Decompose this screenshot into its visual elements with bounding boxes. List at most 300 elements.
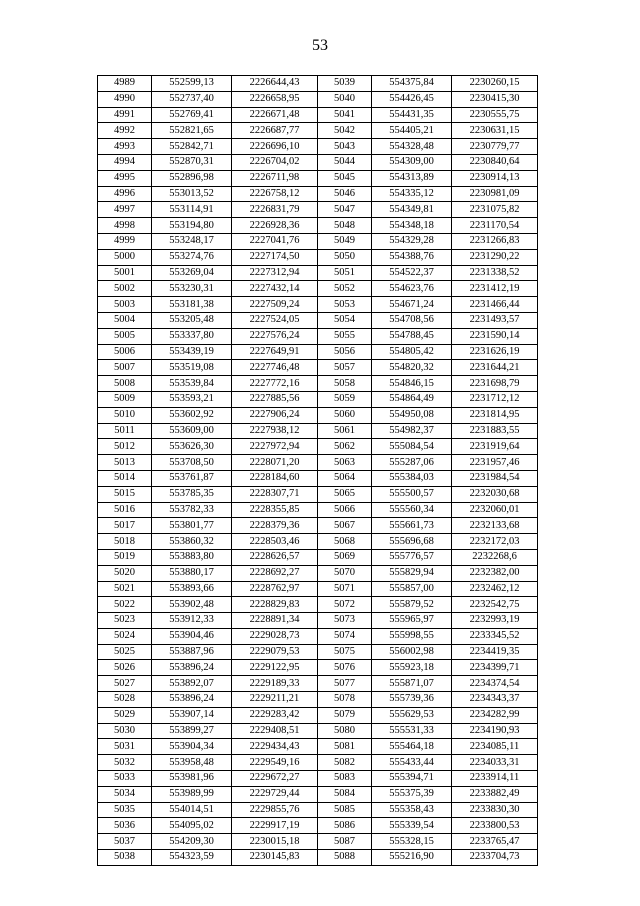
table-row	[98, 581, 538, 597]
x-coordinate-cell: 555661,73	[372, 518, 452, 534]
table-row	[98, 297, 538, 313]
y-coordinate-cell: 2227576,24	[232, 328, 318, 344]
y-coordinate-cell: 2228503,46	[232, 534, 318, 550]
y-coordinate-cell: 2229855,76	[232, 802, 318, 818]
y-coordinate-cell: 2234399,71	[452, 660, 538, 676]
y-coordinate-cell: 2226644,43	[232, 76, 318, 92]
point-number-cell: 5009	[98, 391, 152, 407]
y-coordinate-cell: 2231338,52	[452, 265, 538, 281]
y-coordinate-cell: 2229079,53	[232, 644, 318, 660]
table-row	[98, 518, 538, 534]
x-coordinate-cell: 552842,71	[152, 139, 232, 155]
x-coordinate-cell: 555394,71	[372, 771, 452, 787]
point-number-cell: 5027	[98, 676, 152, 692]
y-coordinate-cell: 2231957,46	[452, 455, 538, 471]
table-row	[98, 644, 538, 660]
x-coordinate-cell: 553907,14	[152, 707, 232, 723]
point-number-cell: 5077	[318, 676, 372, 692]
point-number-cell: 5019	[98, 549, 152, 565]
x-coordinate-cell: 555464,18	[372, 739, 452, 755]
x-coordinate-cell: 553896,24	[152, 660, 232, 676]
point-number-cell: 4995	[98, 170, 152, 186]
y-coordinate-cell: 2227524,05	[232, 312, 318, 328]
table-row	[98, 439, 538, 455]
x-coordinate-cell: 554329,28	[372, 233, 452, 249]
x-coordinate-cell: 553801,77	[152, 518, 232, 534]
point-number-cell: 5001	[98, 265, 152, 281]
y-coordinate-cell: 2231712,12	[452, 391, 538, 407]
table-row	[98, 170, 538, 186]
y-coordinate-cell: 2229122,95	[232, 660, 318, 676]
table-row	[98, 850, 538, 866]
table-row	[98, 107, 538, 123]
point-number-cell: 5066	[318, 502, 372, 518]
point-number-cell: 5053	[318, 297, 372, 313]
x-coordinate-cell: 555500,57	[372, 486, 452, 502]
y-coordinate-cell: 2230914,13	[452, 170, 538, 186]
table-row	[98, 771, 538, 787]
y-coordinate-cell: 2227972,94	[232, 439, 318, 455]
point-number-cell: 5023	[98, 613, 152, 629]
point-number-cell: 5078	[318, 692, 372, 708]
y-coordinate-cell: 2227906,24	[232, 407, 318, 423]
x-coordinate-cell: 555358,43	[372, 802, 452, 818]
x-coordinate-cell: 553626,30	[152, 439, 232, 455]
x-coordinate-cell: 553761,87	[152, 470, 232, 486]
point-number-cell: 5018	[98, 534, 152, 550]
y-coordinate-cell: 2226928,36	[232, 218, 318, 234]
table-row	[98, 265, 538, 281]
x-coordinate-cell: 554671,24	[372, 297, 452, 313]
y-coordinate-cell: 2231170,54	[452, 218, 538, 234]
table-row	[98, 802, 538, 818]
y-coordinate-cell: 2228692,27	[232, 565, 318, 581]
y-coordinate-cell: 2232542,75	[452, 597, 538, 613]
point-number-cell: 5008	[98, 376, 152, 392]
table-row	[98, 376, 538, 392]
y-coordinate-cell: 2233830,30	[452, 802, 538, 818]
x-coordinate-cell: 553785,35	[152, 486, 232, 502]
table-row	[98, 565, 538, 581]
point-number-cell: 5087	[318, 834, 372, 850]
x-coordinate-cell: 555384,03	[372, 470, 452, 486]
y-coordinate-cell: 2234343,37	[452, 692, 538, 708]
y-coordinate-cell: 2232060,01	[452, 502, 538, 518]
point-number-cell: 5005	[98, 328, 152, 344]
point-number-cell: 5021	[98, 581, 152, 597]
y-coordinate-cell: 2229434,43	[232, 739, 318, 755]
x-coordinate-cell: 553958,48	[152, 755, 232, 771]
point-number-cell: 5032	[98, 755, 152, 771]
y-coordinate-cell: 2232993,19	[452, 613, 538, 629]
x-coordinate-cell: 555776,57	[372, 549, 452, 565]
x-coordinate-cell: 555328,15	[372, 834, 452, 850]
table-row	[98, 628, 538, 644]
point-number-cell: 5020	[98, 565, 152, 581]
point-number-cell: 5024	[98, 628, 152, 644]
x-coordinate-cell: 554309,00	[372, 154, 452, 170]
y-coordinate-cell: 2233704,73	[452, 850, 538, 866]
x-coordinate-cell: 554348,18	[372, 218, 452, 234]
y-coordinate-cell: 2231644,21	[452, 360, 538, 376]
point-number-cell: 5007	[98, 360, 152, 376]
x-coordinate-cell: 553887,96	[152, 644, 232, 660]
x-coordinate-cell: 556002,98	[372, 644, 452, 660]
y-coordinate-cell: 2231698,79	[452, 376, 538, 392]
point-number-cell: 5056	[318, 344, 372, 360]
x-coordinate-cell: 553912,33	[152, 613, 232, 629]
y-coordinate-cell: 2226711,98	[232, 170, 318, 186]
x-coordinate-cell: 555739,36	[372, 692, 452, 708]
table-row	[98, 786, 538, 802]
y-coordinate-cell: 2226658,95	[232, 91, 318, 107]
y-coordinate-cell: 2229283,42	[232, 707, 318, 723]
x-coordinate-cell: 552870,31	[152, 154, 232, 170]
table-row	[98, 534, 538, 550]
point-number-cell: 5006	[98, 344, 152, 360]
y-coordinate-cell: 2230840,64	[452, 154, 538, 170]
point-number-cell: 5076	[318, 660, 372, 676]
point-number-cell: 5067	[318, 518, 372, 534]
y-coordinate-cell: 2227649,91	[232, 344, 318, 360]
y-coordinate-cell: 2231919,64	[452, 439, 538, 455]
x-coordinate-cell: 553602,92	[152, 407, 232, 423]
y-coordinate-cell: 2226704,02	[232, 154, 318, 170]
x-coordinate-cell: 554864,49	[372, 391, 452, 407]
y-coordinate-cell: 2228355,85	[232, 502, 318, 518]
x-coordinate-cell: 555560,34	[372, 502, 452, 518]
point-number-cell: 5052	[318, 281, 372, 297]
x-coordinate-cell: 554405,21	[372, 123, 452, 139]
point-number-cell: 4996	[98, 186, 152, 202]
point-number-cell: 4990	[98, 91, 152, 107]
x-coordinate-cell: 553269,04	[152, 265, 232, 281]
x-coordinate-cell: 553248,17	[152, 233, 232, 249]
x-coordinate-cell: 555287,06	[372, 455, 452, 471]
x-coordinate-cell: 552769,41	[152, 107, 232, 123]
y-coordinate-cell: 2234085,11	[452, 739, 538, 755]
x-coordinate-cell: 553114,91	[152, 202, 232, 218]
table-row	[98, 312, 538, 328]
y-coordinate-cell: 2228829,83	[232, 597, 318, 613]
point-number-cell: 5035	[98, 802, 152, 818]
y-coordinate-cell: 2227174,50	[232, 249, 318, 265]
x-coordinate-cell: 554805,42	[372, 344, 452, 360]
x-coordinate-cell: 554209,30	[152, 834, 232, 850]
x-coordinate-cell: 553902,48	[152, 597, 232, 613]
point-number-cell: 5055	[318, 328, 372, 344]
x-coordinate-cell: 554095,02	[152, 818, 232, 834]
x-coordinate-cell: 553181,38	[152, 297, 232, 313]
point-number-cell: 5069	[318, 549, 372, 565]
x-coordinate-cell: 552821,65	[152, 123, 232, 139]
point-number-cell: 5028	[98, 692, 152, 708]
point-number-cell: 5002	[98, 281, 152, 297]
point-number-cell: 5079	[318, 707, 372, 723]
table-row	[98, 549, 538, 565]
point-number-cell: 5073	[318, 613, 372, 629]
table-row	[98, 202, 538, 218]
coordinates-table-body	[98, 76, 538, 866]
table-row	[98, 723, 538, 739]
x-coordinate-cell: 555433,44	[372, 755, 452, 771]
x-coordinate-cell: 553883,80	[152, 549, 232, 565]
point-number-cell: 5064	[318, 470, 372, 486]
y-coordinate-cell: 2229189,33	[232, 676, 318, 692]
x-coordinate-cell: 553593,21	[152, 391, 232, 407]
x-coordinate-cell: 555871,07	[372, 676, 452, 692]
table-row	[98, 91, 538, 107]
point-number-cell: 4989	[98, 76, 152, 92]
x-coordinate-cell: 553194,80	[152, 218, 232, 234]
y-coordinate-cell: 2227509,24	[232, 297, 318, 313]
x-coordinate-cell: 553274,76	[152, 249, 232, 265]
x-coordinate-cell: 553904,34	[152, 739, 232, 755]
point-number-cell: 5084	[318, 786, 372, 802]
x-coordinate-cell: 555084,54	[372, 439, 452, 455]
point-number-cell: 5043	[318, 139, 372, 155]
x-coordinate-cell: 555375,39	[372, 786, 452, 802]
y-coordinate-cell: 2229672,27	[232, 771, 318, 787]
table-row	[98, 233, 538, 249]
x-coordinate-cell: 555216,90	[372, 850, 452, 866]
x-coordinate-cell: 554982,37	[372, 423, 452, 439]
y-coordinate-cell: 2230981,09	[452, 186, 538, 202]
point-number-cell: 5083	[318, 771, 372, 787]
table-row	[98, 470, 538, 486]
x-coordinate-cell: 555531,33	[372, 723, 452, 739]
table-row	[98, 391, 538, 407]
point-number-cell: 5060	[318, 407, 372, 423]
y-coordinate-cell: 2230015,18	[232, 834, 318, 850]
point-number-cell: 5042	[318, 123, 372, 139]
y-coordinate-cell: 2234190,93	[452, 723, 538, 739]
x-coordinate-cell: 553782,33	[152, 502, 232, 518]
x-coordinate-cell: 555339,54	[372, 818, 452, 834]
y-coordinate-cell: 2231266,83	[452, 233, 538, 249]
table-row	[98, 597, 538, 613]
point-number-cell: 5059	[318, 391, 372, 407]
x-coordinate-cell: 555829,94	[372, 565, 452, 581]
point-number-cell: 5003	[98, 297, 152, 313]
y-coordinate-cell: 2229917,19	[232, 818, 318, 834]
table-row	[98, 660, 538, 676]
point-number-cell: 5074	[318, 628, 372, 644]
point-number-cell: 5088	[318, 850, 372, 866]
point-number-cell: 5037	[98, 834, 152, 850]
point-number-cell: 5031	[98, 739, 152, 755]
y-coordinate-cell: 2234282,99	[452, 707, 538, 723]
table-row	[98, 818, 538, 834]
x-coordinate-cell: 555629,53	[372, 707, 452, 723]
x-coordinate-cell: 553013,52	[152, 186, 232, 202]
table-row	[98, 186, 538, 202]
x-coordinate-cell: 554426,45	[372, 91, 452, 107]
x-coordinate-cell: 554349,81	[372, 202, 452, 218]
y-coordinate-cell: 2226696,10	[232, 139, 318, 155]
point-number-cell: 5057	[318, 360, 372, 376]
point-number-cell: 5029	[98, 707, 152, 723]
table-row	[98, 676, 538, 692]
point-number-cell: 5015	[98, 486, 152, 502]
x-coordinate-cell: 554375,84	[372, 76, 452, 92]
table-row	[98, 281, 538, 297]
table-row	[98, 123, 538, 139]
y-coordinate-cell: 2227041,76	[232, 233, 318, 249]
x-coordinate-cell: 554014,51	[152, 802, 232, 818]
point-number-cell: 5036	[98, 818, 152, 834]
y-coordinate-cell: 2231290,22	[452, 249, 538, 265]
x-coordinate-cell: 553892,07	[152, 676, 232, 692]
x-coordinate-cell: 554708,56	[372, 312, 452, 328]
table-row	[98, 139, 538, 155]
point-number-cell: 5048	[318, 218, 372, 234]
point-number-cell: 5075	[318, 644, 372, 660]
table-row	[98, 423, 538, 439]
x-coordinate-cell: 554846,15	[372, 376, 452, 392]
x-coordinate-cell: 553519,08	[152, 360, 232, 376]
point-number-cell: 4994	[98, 154, 152, 170]
x-coordinate-cell: 553708,50	[152, 455, 232, 471]
x-coordinate-cell: 554335,12	[372, 186, 452, 202]
y-coordinate-cell: 2227772,16	[232, 376, 318, 392]
y-coordinate-cell: 2233882,49	[452, 786, 538, 802]
y-coordinate-cell: 2230260,15	[452, 76, 538, 92]
y-coordinate-cell: 2226687,77	[232, 123, 318, 139]
y-coordinate-cell: 2233345,52	[452, 628, 538, 644]
x-coordinate-cell: 553880,17	[152, 565, 232, 581]
y-coordinate-cell: 2227432,14	[232, 281, 318, 297]
x-coordinate-cell: 554950,08	[372, 407, 452, 423]
y-coordinate-cell: 2232382,00	[452, 565, 538, 581]
point-number-cell: 5054	[318, 312, 372, 328]
y-coordinate-cell: 2229549,16	[232, 755, 318, 771]
point-number-cell: 5082	[318, 755, 372, 771]
point-number-cell: 5039	[318, 76, 372, 92]
y-coordinate-cell: 2226671,48	[232, 107, 318, 123]
x-coordinate-cell: 553899,27	[152, 723, 232, 739]
y-coordinate-cell: 2231590,14	[452, 328, 538, 344]
x-coordinate-cell: 554388,76	[372, 249, 452, 265]
point-number-cell: 5058	[318, 376, 372, 392]
y-coordinate-cell: 2229729,44	[232, 786, 318, 802]
y-coordinate-cell: 2231984,54	[452, 470, 538, 486]
table-row	[98, 755, 538, 771]
x-coordinate-cell: 553904,46	[152, 628, 232, 644]
y-coordinate-cell: 2232172,03	[452, 534, 538, 550]
y-coordinate-cell: 2230631,15	[452, 123, 538, 139]
point-number-cell: 5047	[318, 202, 372, 218]
x-coordinate-cell: 553989,99	[152, 786, 232, 802]
y-coordinate-cell: 2228891,34	[232, 613, 318, 629]
x-coordinate-cell: 553205,48	[152, 312, 232, 328]
point-number-cell: 5041	[318, 107, 372, 123]
point-number-cell: 5062	[318, 439, 372, 455]
x-coordinate-cell: 553893,66	[152, 581, 232, 597]
point-number-cell: 5070	[318, 565, 372, 581]
table-row	[98, 344, 538, 360]
point-number-cell: 4997	[98, 202, 152, 218]
y-coordinate-cell: 2227746,48	[232, 360, 318, 376]
point-number-cell: 5049	[318, 233, 372, 249]
x-coordinate-cell: 555998,55	[372, 628, 452, 644]
table-row	[98, 707, 538, 723]
table-row	[98, 502, 538, 518]
y-coordinate-cell: 2229211,21	[232, 692, 318, 708]
point-number-cell: 4999	[98, 233, 152, 249]
y-coordinate-cell: 2227312,94	[232, 265, 318, 281]
point-number-cell: 5013	[98, 455, 152, 471]
y-coordinate-cell: 2230145,83	[232, 850, 318, 866]
x-coordinate-cell: 555965,97	[372, 613, 452, 629]
table-row	[98, 486, 538, 502]
point-number-cell: 5040	[318, 91, 372, 107]
x-coordinate-cell: 552599,13	[152, 76, 232, 92]
x-coordinate-cell: 554820,32	[372, 360, 452, 376]
x-coordinate-cell: 553439,19	[152, 344, 232, 360]
x-coordinate-cell: 554431,35	[372, 107, 452, 123]
y-coordinate-cell: 2231466,44	[452, 297, 538, 313]
y-coordinate-cell: 2232133,68	[452, 518, 538, 534]
x-coordinate-cell: 553230,31	[152, 281, 232, 297]
x-coordinate-cell: 552896,98	[152, 170, 232, 186]
point-number-cell: 5025	[98, 644, 152, 660]
point-number-cell: 5014	[98, 470, 152, 486]
point-number-cell: 5085	[318, 802, 372, 818]
point-number-cell: 5045	[318, 170, 372, 186]
y-coordinate-cell: 2226831,79	[232, 202, 318, 218]
x-coordinate-cell: 554623,76	[372, 281, 452, 297]
x-coordinate-cell: 554323,59	[152, 850, 232, 866]
x-coordinate-cell: 554522,37	[372, 265, 452, 281]
point-number-cell: 5071	[318, 581, 372, 597]
point-number-cell: 5016	[98, 502, 152, 518]
point-number-cell: 5086	[318, 818, 372, 834]
point-number-cell: 5010	[98, 407, 152, 423]
table-row	[98, 218, 538, 234]
y-coordinate-cell: 2231493,57	[452, 312, 538, 328]
y-coordinate-cell: 2228379,36	[232, 518, 318, 534]
table-row	[98, 739, 538, 755]
page-number: 53	[312, 37, 328, 54]
table-row	[98, 154, 538, 170]
point-number-cell: 5061	[318, 423, 372, 439]
table-row	[98, 249, 538, 265]
x-coordinate-cell: 555923,18	[372, 660, 452, 676]
y-coordinate-cell: 2230555,75	[452, 107, 538, 123]
y-coordinate-cell: 2228307,71	[232, 486, 318, 502]
y-coordinate-cell: 2228762,97	[232, 581, 318, 597]
y-coordinate-cell: 2230779,77	[452, 139, 538, 155]
y-coordinate-cell: 2228184,60	[232, 470, 318, 486]
x-coordinate-cell: 553609,00	[152, 423, 232, 439]
x-coordinate-cell: 554788,45	[372, 328, 452, 344]
x-coordinate-cell: 553896,24	[152, 692, 232, 708]
y-coordinate-cell: 2233914,11	[452, 771, 538, 787]
point-number-cell: 5051	[318, 265, 372, 281]
point-number-cell: 4992	[98, 123, 152, 139]
table-row	[98, 834, 538, 850]
x-coordinate-cell: 553860,32	[152, 534, 232, 550]
x-coordinate-cell: 552737,40	[152, 91, 232, 107]
y-coordinate-cell: 2232030,68	[452, 486, 538, 502]
y-coordinate-cell: 2226758,12	[232, 186, 318, 202]
y-coordinate-cell: 2232462,12	[452, 581, 538, 597]
point-number-cell: 5081	[318, 739, 372, 755]
table-row	[98, 76, 538, 92]
point-number-cell: 5000	[98, 249, 152, 265]
y-coordinate-cell: 2232268,6	[452, 549, 538, 565]
